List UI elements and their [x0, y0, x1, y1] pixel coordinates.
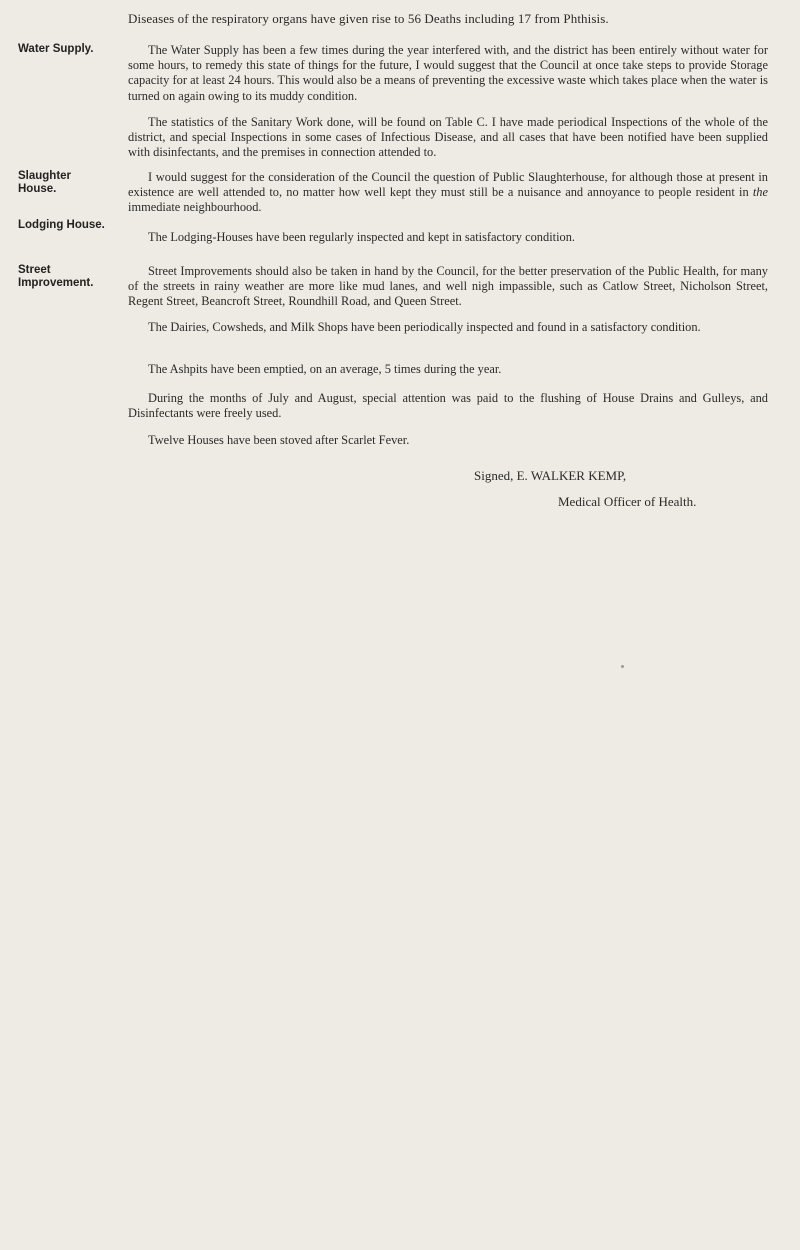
header-line: Diseases of the respiratory organs have given rise to 56 Deaths including 17 from Phthisis. [128, 11, 609, 26]
paragraph-lodging-house: The Lodging-Houses have been regularly inspected and kept in satisfactory condition. [148, 230, 576, 244]
margin-note-slaughter-house: Slaughter House. [18, 170, 72, 195]
paragraph-water-supply: The Water Supply has been a few times during the year interfered with, and the district has been entirely without water for some hours, to remedy this state of things for the future, I would suggest that the Council at once take steps to provide Storage capacity for at least 24 hours. This would also be a means of preventing the excessive waste which takes place when the water is turned on again owing to its muddy condition. [128, 43, 768, 103]
signature-line: Signed, E. WALKER KEMP, [474, 468, 627, 483]
paper-speck [621, 665, 624, 668]
margin-note-street-improvement: Street Improvement. [18, 264, 94, 289]
slaughter-text-end: immediate neighbourhood. [128, 200, 262, 215]
paragraph-sanitary-work: The statistics of the Sanitary Work done, will be found on Table C. I have made periodical Inspections of the whole of the district, and special Inspections in some cases of Infectious Disease, and all cases that have been notified have been supplied with disinfectants, and the premises in connection attended to. [128, 115, 768, 160]
slaughter-text-emphasis: the [752, 185, 768, 200]
signature-title: Medical Officer of Health. [558, 494, 697, 509]
paragraph-slaughter-house [128, 170, 768, 216]
slaughter-text-start: I would suggest for the consideration of the Council the question of Public Slaughterhouse, for although those at present in existence are well attended to, no matter how well kept they must still be a nuisance and annoyance to people resident in [128, 170, 768, 200]
margin-note-lodging-house: Lodging House. [18, 219, 105, 231]
margin-note-water-supply: Water Supply. [18, 43, 94, 55]
paragraph-ashpits: The Ashpits have been emptied, on an average, 5 times during the year. [148, 362, 502, 376]
paragraph-houses-stoved: Twelve Houses have been stoved after Scarlet Fever. [148, 433, 410, 447]
paragraph-dairies: The Dairies, Cowsheds, and Milk Shops have been periodically inspected and found in a satisfactory condition. [148, 320, 701, 334]
paragraph-street-improvement: Street Improvements should also be taken in hand by the Council, for the better preservation of the Public Health, for many of the streets in rainy weather are more like mud lanes, and well nigh impassible, such as Catlow Street, Nicholson Street, Regent Street, Beancroft Street, Roundhill Road, and Queen Street. [128, 264, 768, 309]
paragraph-house-drains: During the months of July and August, special attention was paid to the flushing of House Drains and Gulleys, and Disinfectants were freely used. [128, 391, 768, 421]
